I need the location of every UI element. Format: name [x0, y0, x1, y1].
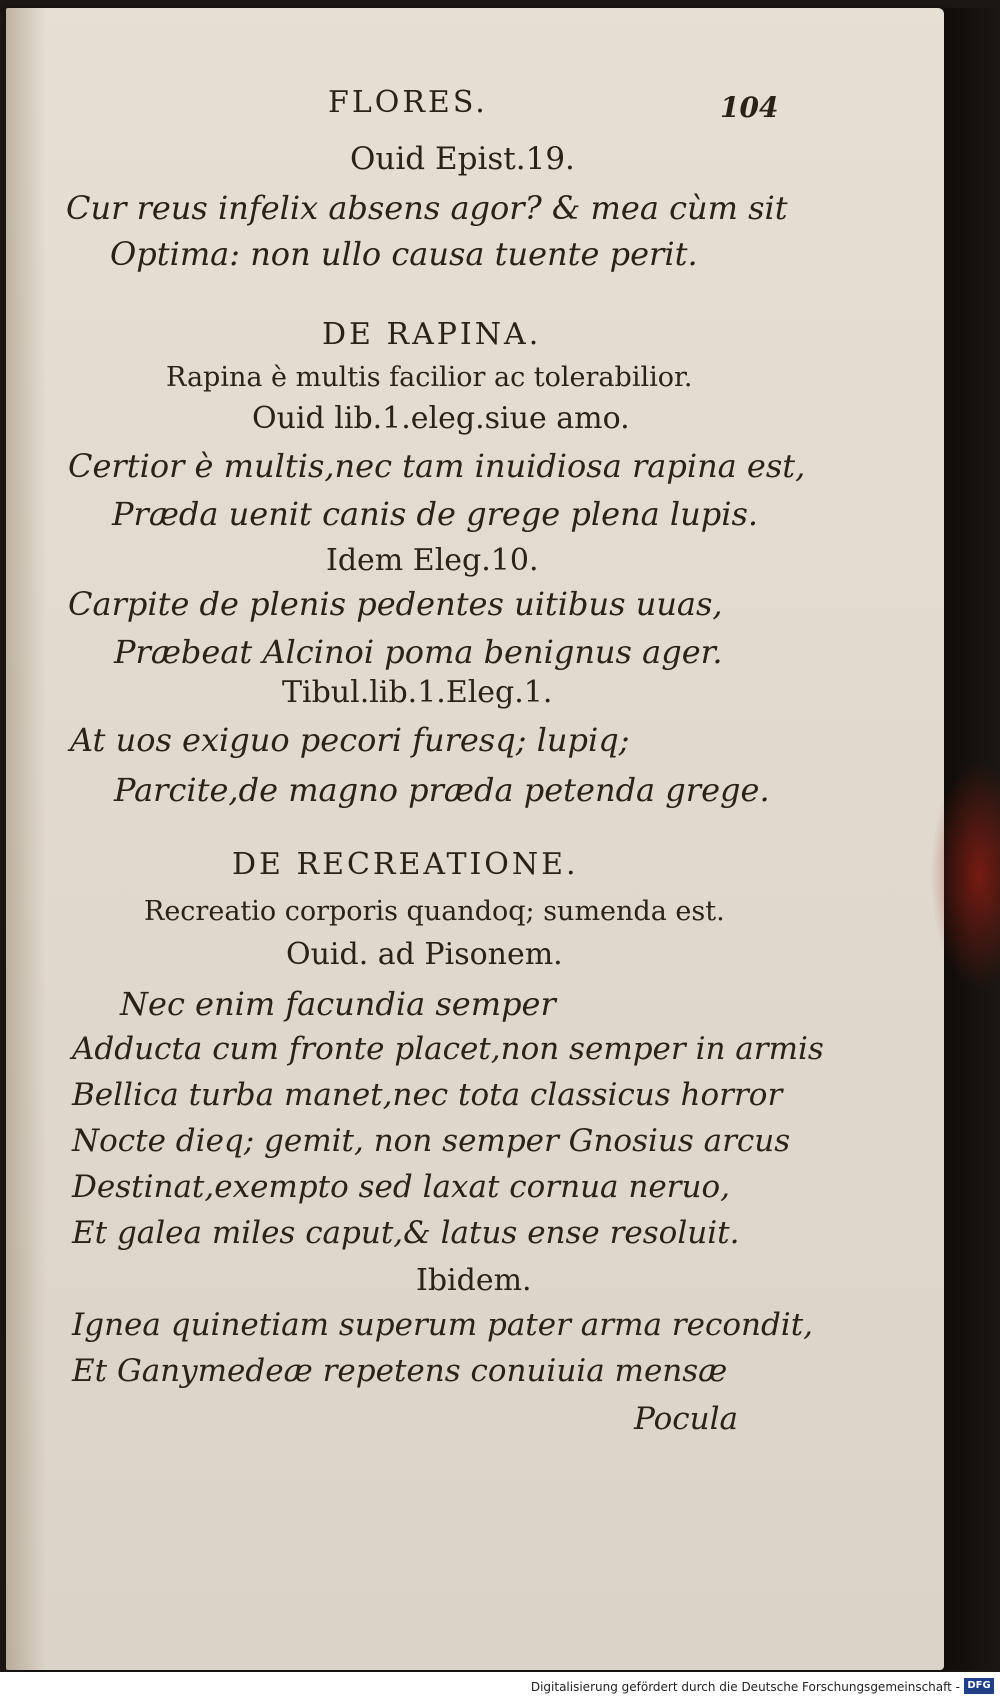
digitization-footer: [0, 1672, 1000, 1703]
verse-line: At uos exiguo pecori furesq; lupiq;: [70, 721, 630, 759]
topic-line: Rapina è multis facilior ac tolerabilior.: [166, 362, 693, 393]
dfg-logo: DFG: [964, 1678, 994, 1694]
verse-line: Bellica turba manet,nec tota classicus horror: [72, 1077, 783, 1113]
adjacent-page-edge: [930, 760, 1000, 990]
verse-line: Destinat,exempto sed laxat cornua neruo,: [72, 1169, 730, 1205]
verse-line: Præbeat Alcinoi poma benignus ager.: [114, 633, 723, 671]
citation-line: Ouid lib.1.eleg.siue amo.: [252, 401, 630, 436]
verse-line: Parcite,de magno præda petenda grege.: [114, 771, 770, 809]
citation-line: Tibul.lib.1.Eleg.1.: [282, 675, 553, 710]
verse-line: Ignea quinetiam superum pater arma recondit,: [72, 1307, 814, 1343]
section-heading: DE RECREATIONE.: [232, 847, 579, 882]
verse-line: Et Ganymedeæ repetens conuiuia mensæ: [72, 1353, 728, 1389]
citation-line: Ibidem.: [416, 1263, 532, 1298]
catchword: Pocula: [634, 1401, 738, 1437]
section-heading: DE RAPINA.: [322, 317, 542, 352]
citation-line: Ouid. ad Pisonem.: [286, 937, 563, 972]
citation-line: Ouid Epist.19.: [350, 141, 575, 177]
verse-line: Nocte dieq; gemit, non semper Gnosius arcus: [72, 1123, 791, 1159]
book-page: [6, 8, 944, 1670]
topic-line: Recreatio corporis quandoq; sumenda est.: [144, 896, 725, 927]
verse-line: Præda uenit canis de grege plena lupis.: [112, 495, 759, 533]
verse-line: Adducta cum fronte placet,non semper in armis: [72, 1031, 824, 1067]
verse-line: Optima: non ullo causa tuente perit.: [110, 235, 698, 273]
verse-line: Cur reus infelix absens agor? & mea cùm sit: [66, 189, 788, 227]
verse-line: Et galea miles caput,& latus ense resoluit.: [72, 1215, 740, 1251]
running-title: FLORES.: [328, 85, 488, 120]
verse-line: Carpite de plenis pedentes uitibus uuas,: [68, 585, 723, 623]
verse-line: Certior è multis,nec tam inuidiosa rapina est,: [68, 447, 806, 485]
citation-line: Idem Eleg.10.: [326, 543, 539, 578]
page-number: 104: [720, 91, 779, 124]
verse-line: Nec enim facundia semper: [120, 985, 556, 1023]
funding-credit: Digitalisierung gefördert durch die Deutsche Forschungsgemeinschaft -: [530, 1680, 960, 1694]
